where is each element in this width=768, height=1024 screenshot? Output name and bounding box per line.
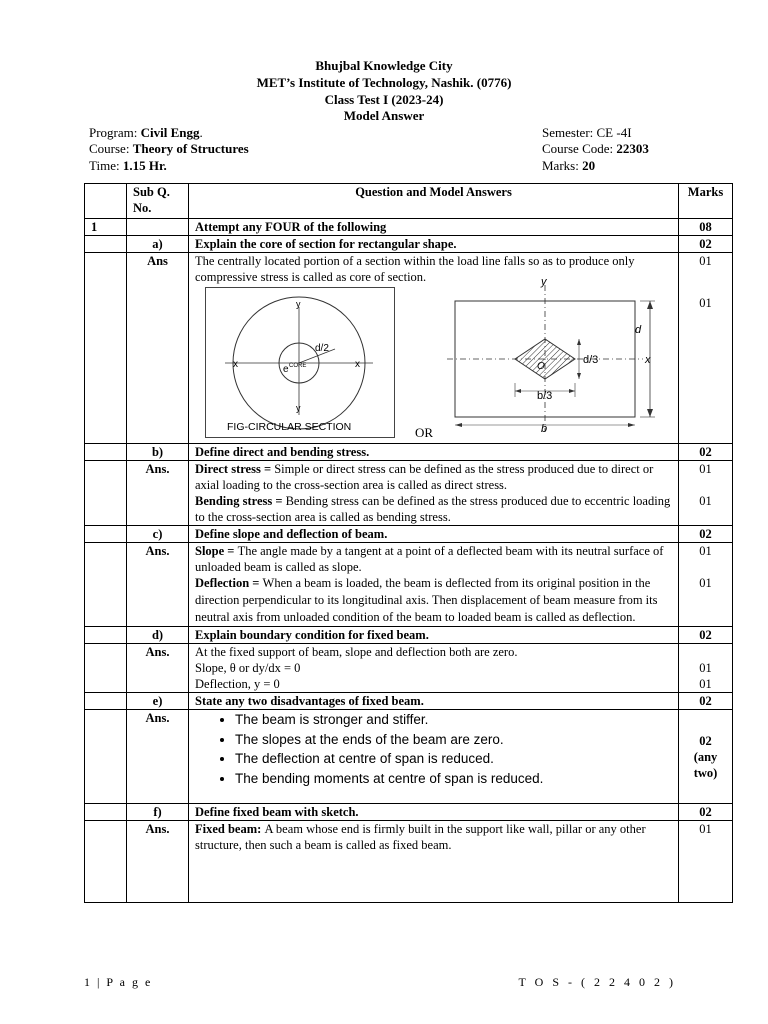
sub-question-marks: 02	[679, 444, 733, 461]
disadvantages-list	[195, 710, 672, 788]
table-row	[85, 526, 733, 543]
list-item: • The beam is stronger and stiffer.	[235, 710, 672, 730]
footer-code: T O S - ( 2 2 4 0 2 )	[518, 975, 676, 989]
document-title: Model Answer	[343, 108, 425, 123]
sub-question-text: State any two disadvantages of fixed beam.	[189, 693, 679, 710]
answer-text: The centrally located portion of a section within the load line falls so as to produce only compressive stress is called as core of section.	[195, 254, 635, 284]
header-subq: Sub Q. No.	[127, 184, 189, 219]
question-text: Attempt any FOUR of the following	[189, 219, 679, 236]
fig1-core-label: CORE	[289, 363, 307, 369]
fig2-d-label: d	[635, 324, 642, 336]
list-item: • The slopes at the ends of the beam are zero.	[235, 730, 672, 750]
sub-question-number: e)	[127, 693, 189, 710]
list-item: • The bending moments at centre of span is reduced.	[235, 769, 672, 789]
answer-marks: 01 01	[679, 253, 733, 444]
fig2-o-label: O	[537, 361, 545, 372]
semester-value: CE -4I	[596, 125, 632, 140]
table-row	[85, 693, 733, 710]
table-header-row	[85, 184, 733, 219]
answer-label: Ans	[127, 253, 189, 444]
answer-cell: Slope = The angle made by a tangent at a point of a deflected beam with its neutral surface of unloaded beam is called as slope. Deflection = When a beam is loaded, the beam is deflected from its original position in the direction perpendicular to its longitudinal axis. Then displacement of beam measure from its neutral axis from unloaded condition of the beam to loaded beam is called as deflection.	[189, 543, 679, 627]
table-row	[85, 821, 733, 903]
time-line: Time: 1.15 Hr.	[89, 158, 167, 173]
sub-question-text: Define slope and deflection of beam.	[189, 526, 679, 543]
course-code-value: 22303	[616, 141, 649, 156]
fig2-b-label: b	[541, 423, 548, 435]
sub-question-text: Explain the core of section for rectangular shape.	[189, 236, 679, 253]
institute-title: MET’s Institute of Technology, Nashik. (0776)	[256, 75, 512, 90]
answer-marks: 01 01	[679, 644, 733, 693]
fig2-y-label: y	[541, 277, 547, 288]
table-row	[85, 461, 733, 526]
answer-cell: Fixed beam: A beam whose end is firmly built in the support like wall, pillar or any other structure, then such a beam is called as fixed beam.	[189, 821, 679, 903]
table-row	[85, 710, 733, 804]
answer-cell: Direct stress = Simple or direct stress can be defined as the stress produced due to direct or axial loading to the cross-section area is called as direct stress. Bending stress = Bending stress can be defined as the stress produced due to eccentric loading to the cross-section area is called as bending stress.	[189, 461, 679, 526]
header-qno	[85, 184, 127, 219]
program-value: Civil Engg	[140, 125, 200, 140]
fig1-radius-label: d/2	[315, 343, 329, 354]
answer-label: Ans.	[127, 461, 189, 526]
sub-question-number: f)	[127, 804, 189, 821]
answer-label: Ans.	[127, 644, 189, 693]
table-row	[85, 444, 733, 461]
circular-section-figure	[205, 287, 395, 439]
sub-question-text: Explain boundary condition for fixed beam.	[189, 627, 679, 644]
fig2-b3-label: b/3	[537, 390, 553, 402]
course-code-line: Course Code: 22303	[542, 141, 649, 156]
table-row	[85, 253, 733, 444]
header-marks: Marks	[679, 184, 733, 219]
answer-marks: 01	[679, 821, 733, 903]
fig1-x-left: x	[233, 359, 238, 370]
time-value: 1.15 Hr.	[122, 158, 167, 173]
table-row	[85, 644, 733, 693]
rectangular-section-figure	[445, 277, 675, 437]
course-line: Course: Theory of Structures	[89, 141, 249, 156]
table-row	[85, 804, 733, 821]
answer-label: Ans.	[127, 710, 189, 804]
answer-marks: 02 (any two)	[679, 710, 733, 804]
fig1-y-bottom: y	[296, 403, 301, 413]
fig1-y-top: y	[296, 299, 301, 309]
sub-question-marks: 02	[679, 693, 733, 710]
table-row	[85, 219, 733, 236]
fig1-x-right: x	[355, 359, 360, 370]
fig1-caption: FIG-CIRCULAR SECTION	[227, 421, 352, 433]
course-value: Theory of Structures	[132, 141, 249, 156]
sub-question-number: a)	[127, 236, 189, 253]
answer-cell: At the fixed support of beam, slope and deflection both are zero. Slope, θ or dy/dx = 0 Deflection, y = 0	[189, 644, 679, 693]
answer-label: Ans.	[127, 543, 189, 627]
sub-question-number: c)	[127, 526, 189, 543]
answer-cell	[189, 253, 679, 444]
institution-name: Bhujbal Knowledge City	[315, 58, 453, 73]
marks-line: Marks: 20	[542, 158, 596, 173]
sub-question-marks: 02	[679, 627, 733, 644]
question-number: 1	[85, 219, 127, 236]
program-line: Program: Civil Engg.	[89, 125, 203, 140]
semester-line: Semester: CE -4I	[542, 125, 632, 140]
question-marks: 08	[679, 219, 733, 236]
table-row	[85, 627, 733, 644]
sub-question-marks: 02	[679, 804, 733, 821]
page-number: 1 | P a g e	[84, 975, 153, 989]
answer-marks: 01 01	[679, 461, 733, 526]
table-row	[85, 236, 733, 253]
list-item: • The deflection at centre of span is reduced.	[235, 749, 672, 769]
answer-table	[84, 183, 733, 903]
fig1-e-label: e	[283, 364, 289, 375]
answer-label: Ans.	[127, 821, 189, 903]
answer-cell	[189, 710, 679, 804]
answer-marks: 01 01	[679, 543, 733, 627]
sub-question-number: b)	[127, 444, 189, 461]
table-row	[85, 543, 733, 627]
test-title: Class Test I (2023-24)	[324, 92, 444, 107]
sub-question-marks: 02	[679, 236, 733, 253]
sub-question-text: Define fixed beam with sketch.	[189, 804, 679, 821]
fig2-d3-label: d/3	[583, 354, 599, 366]
marks-value: 20	[582, 158, 596, 173]
sub-question-number: d)	[127, 627, 189, 644]
fig2-x-label: x	[645, 354, 651, 366]
header-question: Question and Model Answers	[189, 184, 679, 219]
sub-question-marks: 02	[679, 526, 733, 543]
sub-question-text: Define direct and bending stress.	[189, 444, 679, 461]
answer-figures	[195, 277, 672, 440]
or-label: OR	[415, 425, 434, 440]
